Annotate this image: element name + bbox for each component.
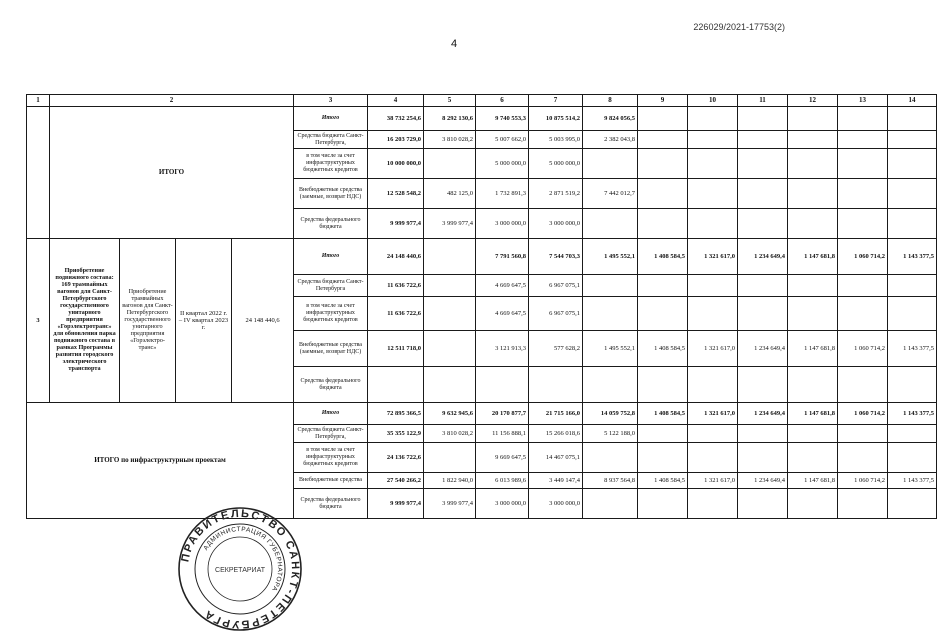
- value-cell: [688, 425, 738, 443]
- value-cell: 72 895 366,5: [368, 403, 424, 425]
- value-cell: [838, 107, 888, 131]
- source-cell: Средства федерального бюджета: [294, 489, 368, 519]
- value-cell: 7 544 703,3: [529, 239, 583, 275]
- column-header: 8: [583, 95, 638, 107]
- value-cell: 1 143 377,5: [888, 331, 937, 367]
- column-header: 4: [368, 95, 424, 107]
- value-cell: [638, 275, 688, 297]
- source-cell: Средства федерального бюджета: [294, 209, 368, 239]
- value-cell: 1 234 649,4: [738, 403, 788, 425]
- value-cell: [838, 367, 888, 403]
- header-row: [27, 95, 937, 107]
- value-cell: [688, 489, 738, 519]
- value-cell: [583, 489, 638, 519]
- svg-text:АДМИНИСТРАЦИЯ ГУБЕРНАТОРА: АДМИНИСТРАЦИЯ ГУБЕРНАТОРА: [202, 525, 284, 593]
- value-cell: [838, 275, 888, 297]
- source-cell: Средства бюджета Санкт-Петербурга,: [294, 425, 368, 443]
- value-cell: 6 967 075,1: [529, 275, 583, 297]
- value-cell: [638, 209, 688, 239]
- value-cell: [583, 443, 638, 473]
- value-cell: 1 143 377,5: [888, 473, 937, 489]
- value-cell: 1 408 584,5: [638, 473, 688, 489]
- value-cell: [888, 275, 937, 297]
- value-cell: 4 669 647,5: [476, 275, 529, 297]
- value-cell: [638, 425, 688, 443]
- column-header: 5: [424, 95, 476, 107]
- value-cell: [888, 179, 937, 209]
- value-cell: [738, 107, 788, 131]
- value-cell: 3 449 147,4: [529, 473, 583, 489]
- value-cell: [888, 489, 937, 519]
- source-cell: Итого: [294, 403, 368, 425]
- value-cell: 1 822 940,0: [424, 473, 476, 489]
- value-cell: [838, 425, 888, 443]
- project-description: Приобретение трамвайных вагонов для Санкт-Петербургского государственного унитарного предприятия «Горэлектро-транс»: [120, 239, 176, 403]
- value-cell: 1 321 617,0: [688, 239, 738, 275]
- value-cell: 10 875 514,2: [529, 107, 583, 131]
- value-cell: 1 234 649,4: [738, 331, 788, 367]
- source-cell: в том числе за счет инфраструктурных бюджетных кредитов: [294, 149, 368, 179]
- value-cell: [788, 149, 838, 179]
- column-header: 12: [788, 95, 838, 107]
- value-cell: 1 143 377,5: [888, 403, 937, 425]
- svg-text:СЕКРЕТАРИАТ: СЕКРЕТАРИАТ: [215, 567, 265, 574]
- value-cell: 6 967 075,1: [529, 297, 583, 331]
- value-cell: 1 408 584,5: [638, 239, 688, 275]
- value-cell: 3 999 977,4: [424, 209, 476, 239]
- source-cell: Внебюджетные средства (заемные, возврат НДС): [294, 179, 368, 209]
- value-cell: 24 136 722,6: [368, 443, 424, 473]
- value-cell: 27 540 266,2: [368, 473, 424, 489]
- table-row: [27, 403, 937, 425]
- value-cell: [888, 367, 937, 403]
- value-cell: 1 060 714,2: [838, 239, 888, 275]
- source-cell: Внебюджетные средства: [294, 473, 368, 489]
- source-cell: Средства бюджета Санкт-Петербурга: [294, 275, 368, 297]
- value-cell: 482 125,0: [424, 179, 476, 209]
- block-label: ИТОГО по инфраструктурным проектам: [27, 403, 294, 519]
- value-cell: [738, 297, 788, 331]
- column-header: 7: [529, 95, 583, 107]
- value-cell: 577 628,2: [529, 331, 583, 367]
- value-cell: [888, 297, 937, 331]
- value-cell: 12 511 718,0: [368, 331, 424, 367]
- value-cell: [788, 367, 838, 403]
- value-cell: 11 156 888,1: [476, 425, 529, 443]
- value-cell: [738, 425, 788, 443]
- project-title: Приобретение подвижного состава: 169 трамвайных вагонов для Санкт-Петербургского государственного унитарного предприятия «Горэлектротранс» для обновления парка подвижного состава в рамках Программы развития городского электрического транспорта: [50, 239, 120, 403]
- value-cell: [583, 367, 638, 403]
- row-number-cell: [27, 107, 50, 239]
- value-cell: 1 321 617,0: [688, 403, 738, 425]
- value-cell: 14 059 752,8: [583, 403, 638, 425]
- value-cell: [838, 179, 888, 209]
- value-cell: 1 495 552,1: [583, 239, 638, 275]
- value-cell: [583, 209, 638, 239]
- value-cell: 1 408 584,5: [638, 331, 688, 367]
- value-cell: [788, 275, 838, 297]
- value-cell: [638, 489, 688, 519]
- value-cell: [638, 297, 688, 331]
- value-cell: [738, 131, 788, 149]
- value-cell: 3 000 000,0: [529, 209, 583, 239]
- document-number: 226029/2021-17753(2): [693, 22, 785, 32]
- value-cell: 1 408 584,5: [638, 403, 688, 425]
- value-cell: [888, 209, 937, 239]
- value-cell: [424, 297, 476, 331]
- value-cell: 3 810 028,2: [424, 131, 476, 149]
- value-cell: 1 147 681,8: [788, 239, 838, 275]
- value-cell: 6 013 989,6: [476, 473, 529, 489]
- value-cell: 2 871 519,2: [529, 179, 583, 209]
- value-cell: 3 810 028,2: [424, 425, 476, 443]
- value-cell: 11 636 722,6: [368, 275, 424, 297]
- value-cell: 1 147 681,8: [788, 331, 838, 367]
- value-cell: 1 060 714,2: [838, 473, 888, 489]
- value-cell: [788, 297, 838, 331]
- column-header: 13: [838, 95, 888, 107]
- value-cell: 5 007 662,0: [476, 131, 529, 149]
- value-cell: [738, 443, 788, 473]
- value-cell: [888, 131, 937, 149]
- value-cell: [688, 209, 738, 239]
- value-cell: 14 467 075,1: [529, 443, 583, 473]
- value-cell: [424, 149, 476, 179]
- column-header: 2: [50, 95, 294, 107]
- value-cell: 1 234 649,4: [738, 473, 788, 489]
- value-cell: [788, 131, 838, 149]
- value-cell: [788, 425, 838, 443]
- column-header: 11: [738, 95, 788, 107]
- value-cell: [424, 239, 476, 275]
- value-cell: 3 999 977,4: [424, 489, 476, 519]
- value-cell: [424, 275, 476, 297]
- value-cell: [368, 367, 424, 403]
- official-seal-stamp: [176, 505, 304, 633]
- table-row: [27, 107, 937, 131]
- value-cell: 1 321 617,0: [688, 473, 738, 489]
- value-cell: 11 636 722,6: [368, 297, 424, 331]
- svg-text:ПРАВИТЕЛЬСТВО САНКТ-ПЕТЕРБУРГА: ПРАВИТЕЛЬСТВО САНКТ-ПЕТЕРБУРГА: [179, 507, 302, 631]
- value-cell: [688, 149, 738, 179]
- value-cell: [838, 297, 888, 331]
- budget-table: [26, 94, 937, 519]
- value-cell: 9 999 977,4: [368, 209, 424, 239]
- value-cell: 9 740 553,3: [476, 107, 529, 131]
- page-number: 4: [451, 38, 458, 50]
- value-cell: [688, 367, 738, 403]
- value-cell: [688, 179, 738, 209]
- project-total: 24 148 440,6: [232, 239, 294, 403]
- value-cell: 1 495 552,1: [583, 331, 638, 367]
- value-cell: [788, 107, 838, 131]
- value-cell: [888, 425, 937, 443]
- value-cell: 1 234 649,4: [738, 239, 788, 275]
- value-cell: [583, 275, 638, 297]
- value-cell: [738, 179, 788, 209]
- column-header: 3: [294, 95, 368, 107]
- source-cell: Итого: [294, 107, 368, 131]
- value-cell: [688, 131, 738, 149]
- value-cell: [738, 149, 788, 179]
- value-cell: [424, 367, 476, 403]
- value-cell: 10 000 000,0: [368, 149, 424, 179]
- value-cell: 3 000 000,0: [476, 209, 529, 239]
- value-cell: 7 442 012,7: [583, 179, 638, 209]
- value-cell: 3 121 913,3: [476, 331, 529, 367]
- column-header: 6: [476, 95, 529, 107]
- value-cell: 7 791 560,8: [476, 239, 529, 275]
- value-cell: [583, 149, 638, 179]
- column-header: 9: [638, 95, 688, 107]
- block-label: ИТОГО: [50, 107, 294, 239]
- value-cell: [738, 209, 788, 239]
- value-cell: [838, 489, 888, 519]
- value-cell: 2 382 043,8: [583, 131, 638, 149]
- value-cell: [583, 297, 638, 331]
- value-cell: 38 732 254,6: [368, 107, 424, 131]
- value-cell: [788, 489, 838, 519]
- column-header: 10: [688, 95, 738, 107]
- value-cell: 15 266 018,6: [529, 425, 583, 443]
- value-cell: 8 292 130,6: [424, 107, 476, 131]
- value-cell: 9 669 647,5: [476, 443, 529, 473]
- value-cell: 9 999 977,4: [368, 489, 424, 519]
- value-cell: [838, 209, 888, 239]
- table-row: [27, 239, 937, 275]
- value-cell: [738, 489, 788, 519]
- value-cell: 16 203 729,0: [368, 131, 424, 149]
- value-cell: 24 148 440,6: [368, 239, 424, 275]
- value-cell: [638, 149, 688, 179]
- value-cell: [838, 443, 888, 473]
- value-cell: [888, 443, 937, 473]
- value-cell: 21 715 166,0: [529, 403, 583, 425]
- value-cell: 20 170 877,7: [476, 403, 529, 425]
- source-cell: Средства федерального бюджета: [294, 367, 368, 403]
- value-cell: [638, 367, 688, 403]
- source-cell: в том числе за счет инфраструктурных бюджетных кредитов: [294, 443, 368, 473]
- column-header: 14: [888, 95, 937, 107]
- value-cell: 1 060 714,2: [838, 331, 888, 367]
- source-cell: Итого: [294, 239, 368, 275]
- value-cell: [838, 149, 888, 179]
- value-cell: 5 122 188,0: [583, 425, 638, 443]
- value-cell: 4 669 647,5: [476, 297, 529, 331]
- value-cell: [888, 107, 937, 131]
- value-cell: [788, 443, 838, 473]
- value-cell: 5 000 000,0: [529, 149, 583, 179]
- source-cell: Внебюджетные средства (заемные, возврат НДС): [294, 331, 368, 367]
- value-cell: 9 824 056,5: [583, 107, 638, 131]
- value-cell: 35 355 122,9: [368, 425, 424, 443]
- value-cell: 1 143 377,5: [888, 239, 937, 275]
- value-cell: [424, 443, 476, 473]
- value-cell: [888, 149, 937, 179]
- value-cell: [838, 131, 888, 149]
- value-cell: [638, 107, 688, 131]
- value-cell: 5 000 000,0: [476, 149, 529, 179]
- value-cell: [738, 275, 788, 297]
- value-cell: [688, 275, 738, 297]
- value-cell: 3 000 000,0: [476, 489, 529, 519]
- value-cell: [688, 443, 738, 473]
- value-cell: 9 632 945,6: [424, 403, 476, 425]
- project-period: II квартал 2022 г. – IV квартал 2023 г.: [176, 239, 232, 403]
- value-cell: [638, 131, 688, 149]
- source-cell: Средства бюджета Санкт-Петербурга,: [294, 131, 368, 149]
- row-number-cell: 3: [27, 239, 50, 403]
- value-cell: 1 147 681,8: [788, 473, 838, 489]
- value-cell: [529, 367, 583, 403]
- value-cell: 5 003 995,0: [529, 131, 583, 149]
- value-cell: 12 528 548,2: [368, 179, 424, 209]
- value-cell: 1 732 891,3: [476, 179, 529, 209]
- value-cell: [688, 297, 738, 331]
- value-cell: [738, 367, 788, 403]
- value-cell: [424, 331, 476, 367]
- value-cell: [788, 209, 838, 239]
- value-cell: 3 000 000,0: [529, 489, 583, 519]
- value-cell: 1 060 714,2: [838, 403, 888, 425]
- value-cell: [638, 443, 688, 473]
- value-cell: 1 321 617,0: [688, 331, 738, 367]
- source-cell: в том числе за счет инфраструктурных бюджетных кредитов: [294, 297, 368, 331]
- value-cell: [476, 367, 529, 403]
- value-cell: [688, 107, 738, 131]
- column-header: 1: [27, 95, 50, 107]
- value-cell: [788, 179, 838, 209]
- value-cell: [638, 179, 688, 209]
- value-cell: 8 937 564,8: [583, 473, 638, 489]
- value-cell: 1 147 681,8: [788, 403, 838, 425]
